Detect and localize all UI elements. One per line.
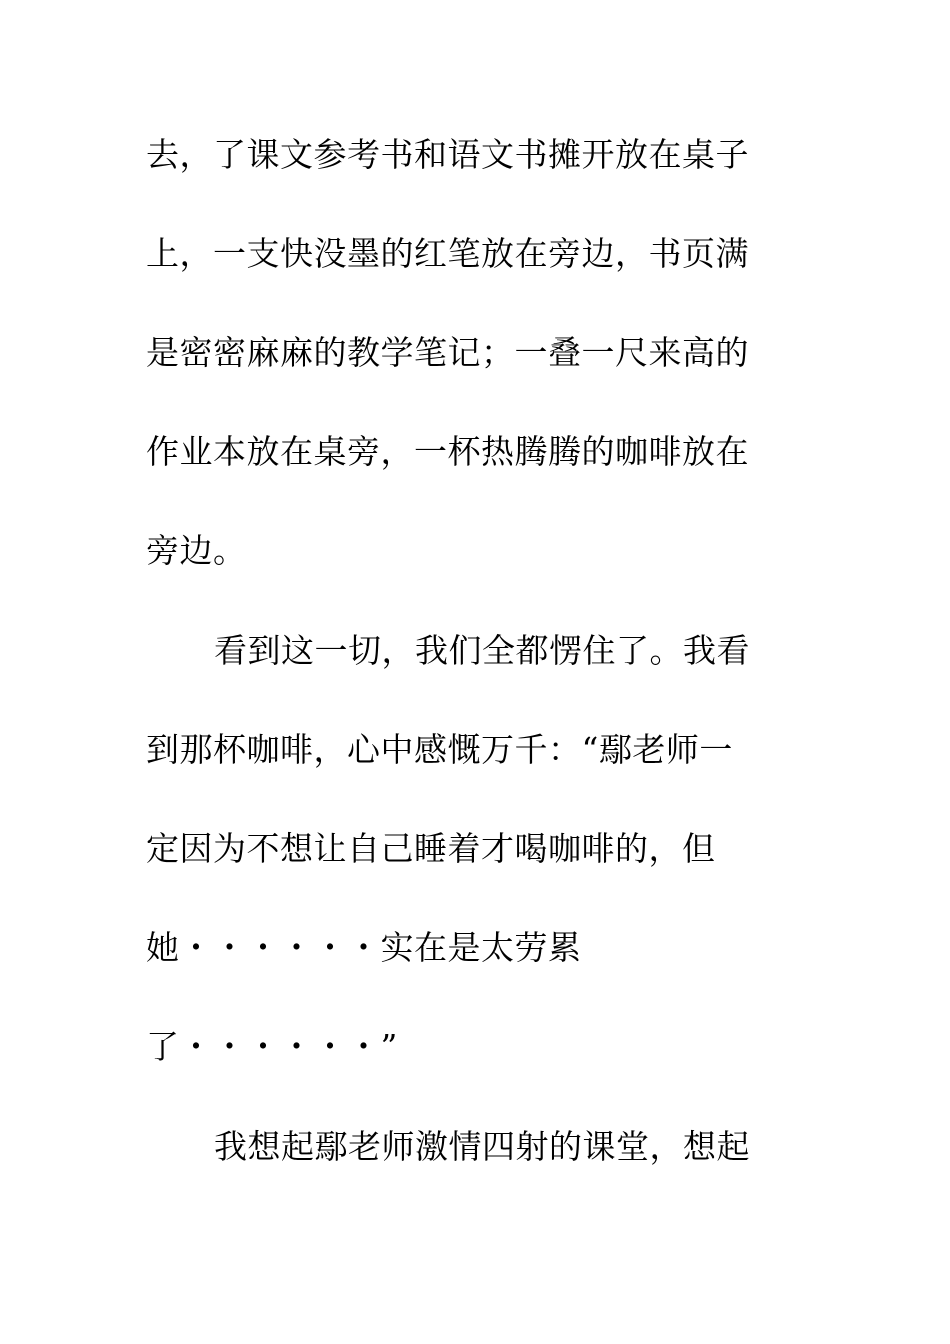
text-line: 是密密麻麻的教学笔记；一叠一尺来高的 [146,333,749,372]
text-line: 作业本放在桌旁，一杯热腾腾的咖啡放在 [146,432,749,471]
text-line: 去，了课文参考书和语文书摊开放在桌子 [146,135,749,174]
text-line: 她・・・・・・实在是太劳累 [146,928,582,967]
paragraph-first-line: 看到这一切，我们全都愣住了。我看 [214,631,750,670]
paragraph-first-line: 我想起鄢老师激情四射的课堂，想起 [214,1127,750,1166]
text-line: 了・・・・・・” [146,1027,398,1066]
text-line: 上，一支快没墨的红笔放在旁边，书页满 [146,234,749,273]
text-line: 旁边。 [146,531,247,570]
text-line: 定因为不想让自己睡着才喝咖啡的，但 [146,829,716,868]
text-line: 到那杯咖啡，心中感慨万千：“鄢老师一 [146,730,733,769]
